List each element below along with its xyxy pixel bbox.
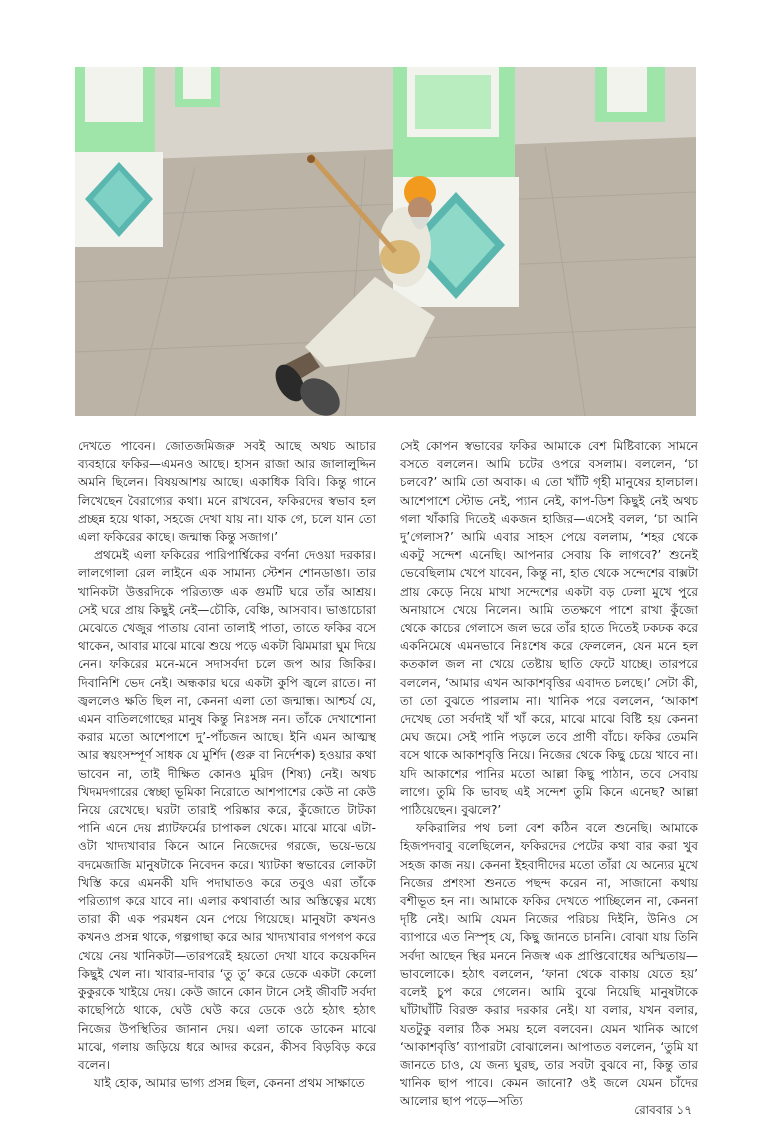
- fakir-photo: [75, 67, 696, 416]
- paragraph: প্রথমেই এলা ফকিরের পারিপার্শ্বিকের বর্ণনা দেওয়া দরকার। লালগোলা রেল লাইনে এক সামান্য স্টেশন শোনডাঙা। তার খানিকটা উত্তরদিকে পরিত্যক্ত এক গুমটি ঘরে তাঁর আশ্রয়। সেই ঘরে প্রায় কিছুই নেই—চৌকি, বেঞ্চি, আসবাব। ভাঙাচোরা মেঝেতে খেজুর পাতায় বোনা তালাই পাতা, তাতে ফকির বসে থাকেন, আবার মাঝে মাঝে শুয়ে পড়ে একটা ঝিমমারা ঘুম দিয়ে নেন। ফকিরের মনে-মনে সদাসর্বদা চলে জপ আর জিকির। দিবানিশি ভেদ নেই। অন্ধকার ঘরে একটা কুপি জ্বলে রাতে। না জ্বললেও ক্ষতি ছিল না, কেননা এলা তো জন্মান্ধ। আশ্চর্য যে, এমন বাতিলগোছের মানুষ কিন্তু নিঃসঙ্গ নন। তাঁকে দেখাশোনা করার মতো আশেপাশে দু’-পাঁচজন আছে। ইনি এমন আত্মস্থ আর স্বয়ংসম্পূর্ণ সাধক যে মুর্শিদ (গুরু বা নির্দেশক) হওয়ার কথা ভাবেন না, তাই দীক্ষিত কোনও মুরিদ (শিষ্য) নেই। অথচ খিদমদগারের স্বেচ্ছা ভূমিকা নিরোতে আশপাশের কেউ না কেউ নিয়ে রেখেছে। ঘরটা তারাই পরিষ্কার করে, কুঁজোতে টাটকা পানি এনে দেয় প্ল্যাটফর্মের চাপাকল থেকে। মাঝে মাঝে এটা-ওটা খাদ্যখাবার কিনে আনে নিজেদের গরজে, ভয়ে-ভয়ে বদমেজাজি মানুষটাকে নিবেদন করে। খ্যাটকা স্বভাবের লোকটা খিস্তি করে এমনকী যদি পদাঘাতও করে তবুও এরা তাঁকে পরিত্যাগ করে যাবে না। এলার কথাবার্তা আর অস্তিত্বের মধ্যে তারা কী এক পরমধন যেন পেয়ে গিয়েছে। মানুষটা কখনও কখনও প্রসন্ন থাকে, গল্পগাছা করে আর খাদ্যখাবার গপগপ করে খেয়ে নেয় খানিকটা—তারপরেই হয়তো দেখা যাবে কয়েকদিন কিছুই খেল না। খাবার-দাবার ‘তু তু’ করে ডেকে একটা কেলো কুকুরকে খাইয়ে দেয়। কেউ জানে কোন টানে সেই জীবটি সর্বদা কাছেপিঠে থাকে, ঘেউ ঘেউ করে ডেকে ওঠে হঠাৎ হঠাৎ নিজের উপস্থিতির জানান দেয়। এলা তাকে ডাকেন মাঝে মাঝে, গলায় জড়িয়ে ধরে আদর করেন, কীসব বিড়বিড় করে বলেন।: [78, 548, 376, 1072]
- article-left-column: [78, 437, 376, 1092]
- page-footer: রোববার ১৭: [634, 1103, 692, 1117]
- paragraph: যাই হোক, আমার ভাগ্য প্রসন্ন ছিল, কেননা প্রথম সাক্ষাতে: [94, 1076, 365, 1091]
- paragraph: দেখতে পাবেন। জোতজমিজরু সবই আছে অথচ আচার ব্যবহারে ফকির—এমনও আছে। হাসন রাজা আর জালালুদ্দিন অমনি ছিলেন। বিষয়আশয় আছে। একাধিক বিবি। কিন্তু গানে লিখেছেন বৈরাগ্যের কথা। মনে রাখবেন, ফকিরদের স্বভাব হল প্রচ্ছন্ন হয়ে থাকা, সহজে দেখা যায় না। যাক গে, চলে যান তো এলা ফকিরের কাছে। জন্মান্ধ কিন্তু সজাগ।’: [78, 439, 376, 545]
- paragraph: ফকিরালির পথ চলা বেশ কঠিন বলে শুনেছি। আমাকে হিজপদবাবু বলেছিলেন, ফকিরদের পেটের কথা বার করা খুব সহজ কাজ নয়। কেননা ইহবাদীদের মতো তাঁরা যে অন্যের মুখে নিজের প্রশংসা শুনতে পছন্দ করেন না, সাজানো কথায় বশীভূত হন না। আমাকে ফকির দেখতে পাচ্ছিলেন না, কেননা দৃষ্টি নেই। আমি যেমন নিজের পরিচয় দিইনি, উনিও সে ব্যাপারে এত নিস্পৃহ যে, কিছু জানতে চাননি। বোঝা যায় তিনি সর্বদা আছেন স্থির মননে নিজস্ব এক প্রাপ্তিবোধের অস্মিতায়—ভাবলোকে। হঠাৎ বললেন, ‘ফানা থেকে বাকায় যেতে হয়’ বলেই চুপ করে গেলেন। আমি বুঝে নিয়েছি মানুষটাকে ঘাঁটাঘাঁটি বিরক্ত করার দরকার নেই। যা বলার, যখন বলার, যতটুকু বলার ঠিক সময় হলে বলবেন। যেমন খানিক আগে ‘আকাশবৃত্তি’ ব্যাপারটা বোঝালেন। আপাতত বললেন, ‘তুমি যা জানতে চাও, যে জন্য ঘুরছ, তার সবটা বুঝবে না, কিন্তু তার খানিক ছাপ পাবে। কেমন জানো? ওই জলে যেমন চাঁদের আলোর ছাপ পড়ে—সত্যি: [400, 821, 698, 1109]
- paragraph: সেই কোপন স্বভাবের ফকির আমাকে বেশ মিষ্টিবাক্যে সামনে বসতে বললেন। আমি চটের ওপরে বসলাম। বললেন, ‘চা চলবে?’ আমি তো অবাক। এ তো খাঁটি গৃহী মানুষের হালচাল। আশেপাশে স্টোভ নেই, প্যান নেই, কাপ-ডিশ কিছুই নেই অথচ গলা খাঁকারি দিতেই একজন হাজির—এসেই বলল, ‘চা আনি দু’গেলাস?’ আমি এবার সাহস পেয়ে বললাম, ‘শহর থেকে একটু সন্দেশ এনেছি। আপনার সেবায় কি লাগবে?’ শুনেই ভেবেছিলাম খেপে যাবেন, কিন্তু না, হাত থেকে সন্দেশের বাক্সটা প্রায় কেড়ে নিয়ে মাখা সন্দেশের একটা বড় ঢেলা মুখে পুরে অনায়াসে খেয়ে নিলেন। আমি ততক্ষণে পাশে রাখা কুঁজো থেকে কাচের গেলাসে জল ভরে তাঁর হাতে দিতেই ঢকঢক করে একনিমেষে এমনভাবে নিঃশেষ করে ফেললেন, যেন মনে হল কতকাল জল না খেয়ে তেষ্টায় ছাতি ফেটে যাচ্ছে। তারপরে বললেন, ‘আমার এখন আকাশবৃত্তির এবাদত চলছে।’ সেটা কী, তা তো বুঝতে পারলাম না। খানিক পরে বললেন, ‘আকাশ দেখেছ তো সর্বদাই খাঁ খাঁ করে, মাঝে মাঝে বিষ্টি হয় কেননা মেঘ জমে। সেই পানি পড়লে তবে প্রাণী বাঁচে। ফকির তেমনি বসে থাকে আকাশবৃত্তি নিয়ে। নিজের থেকে কিছু চেয়ে খাবে না। যদি আকাশের পানির মতো আল্লা কিছু পাঠান, তবে সেবায় লাগে। তুমি কি ভাবছ এই সন্দেশ তুমি কিনে এনেছ? আল্লা পাঠিয়েছেন। বুঝলে?’: [400, 439, 698, 818]
- article-right-column: [400, 437, 698, 1111]
